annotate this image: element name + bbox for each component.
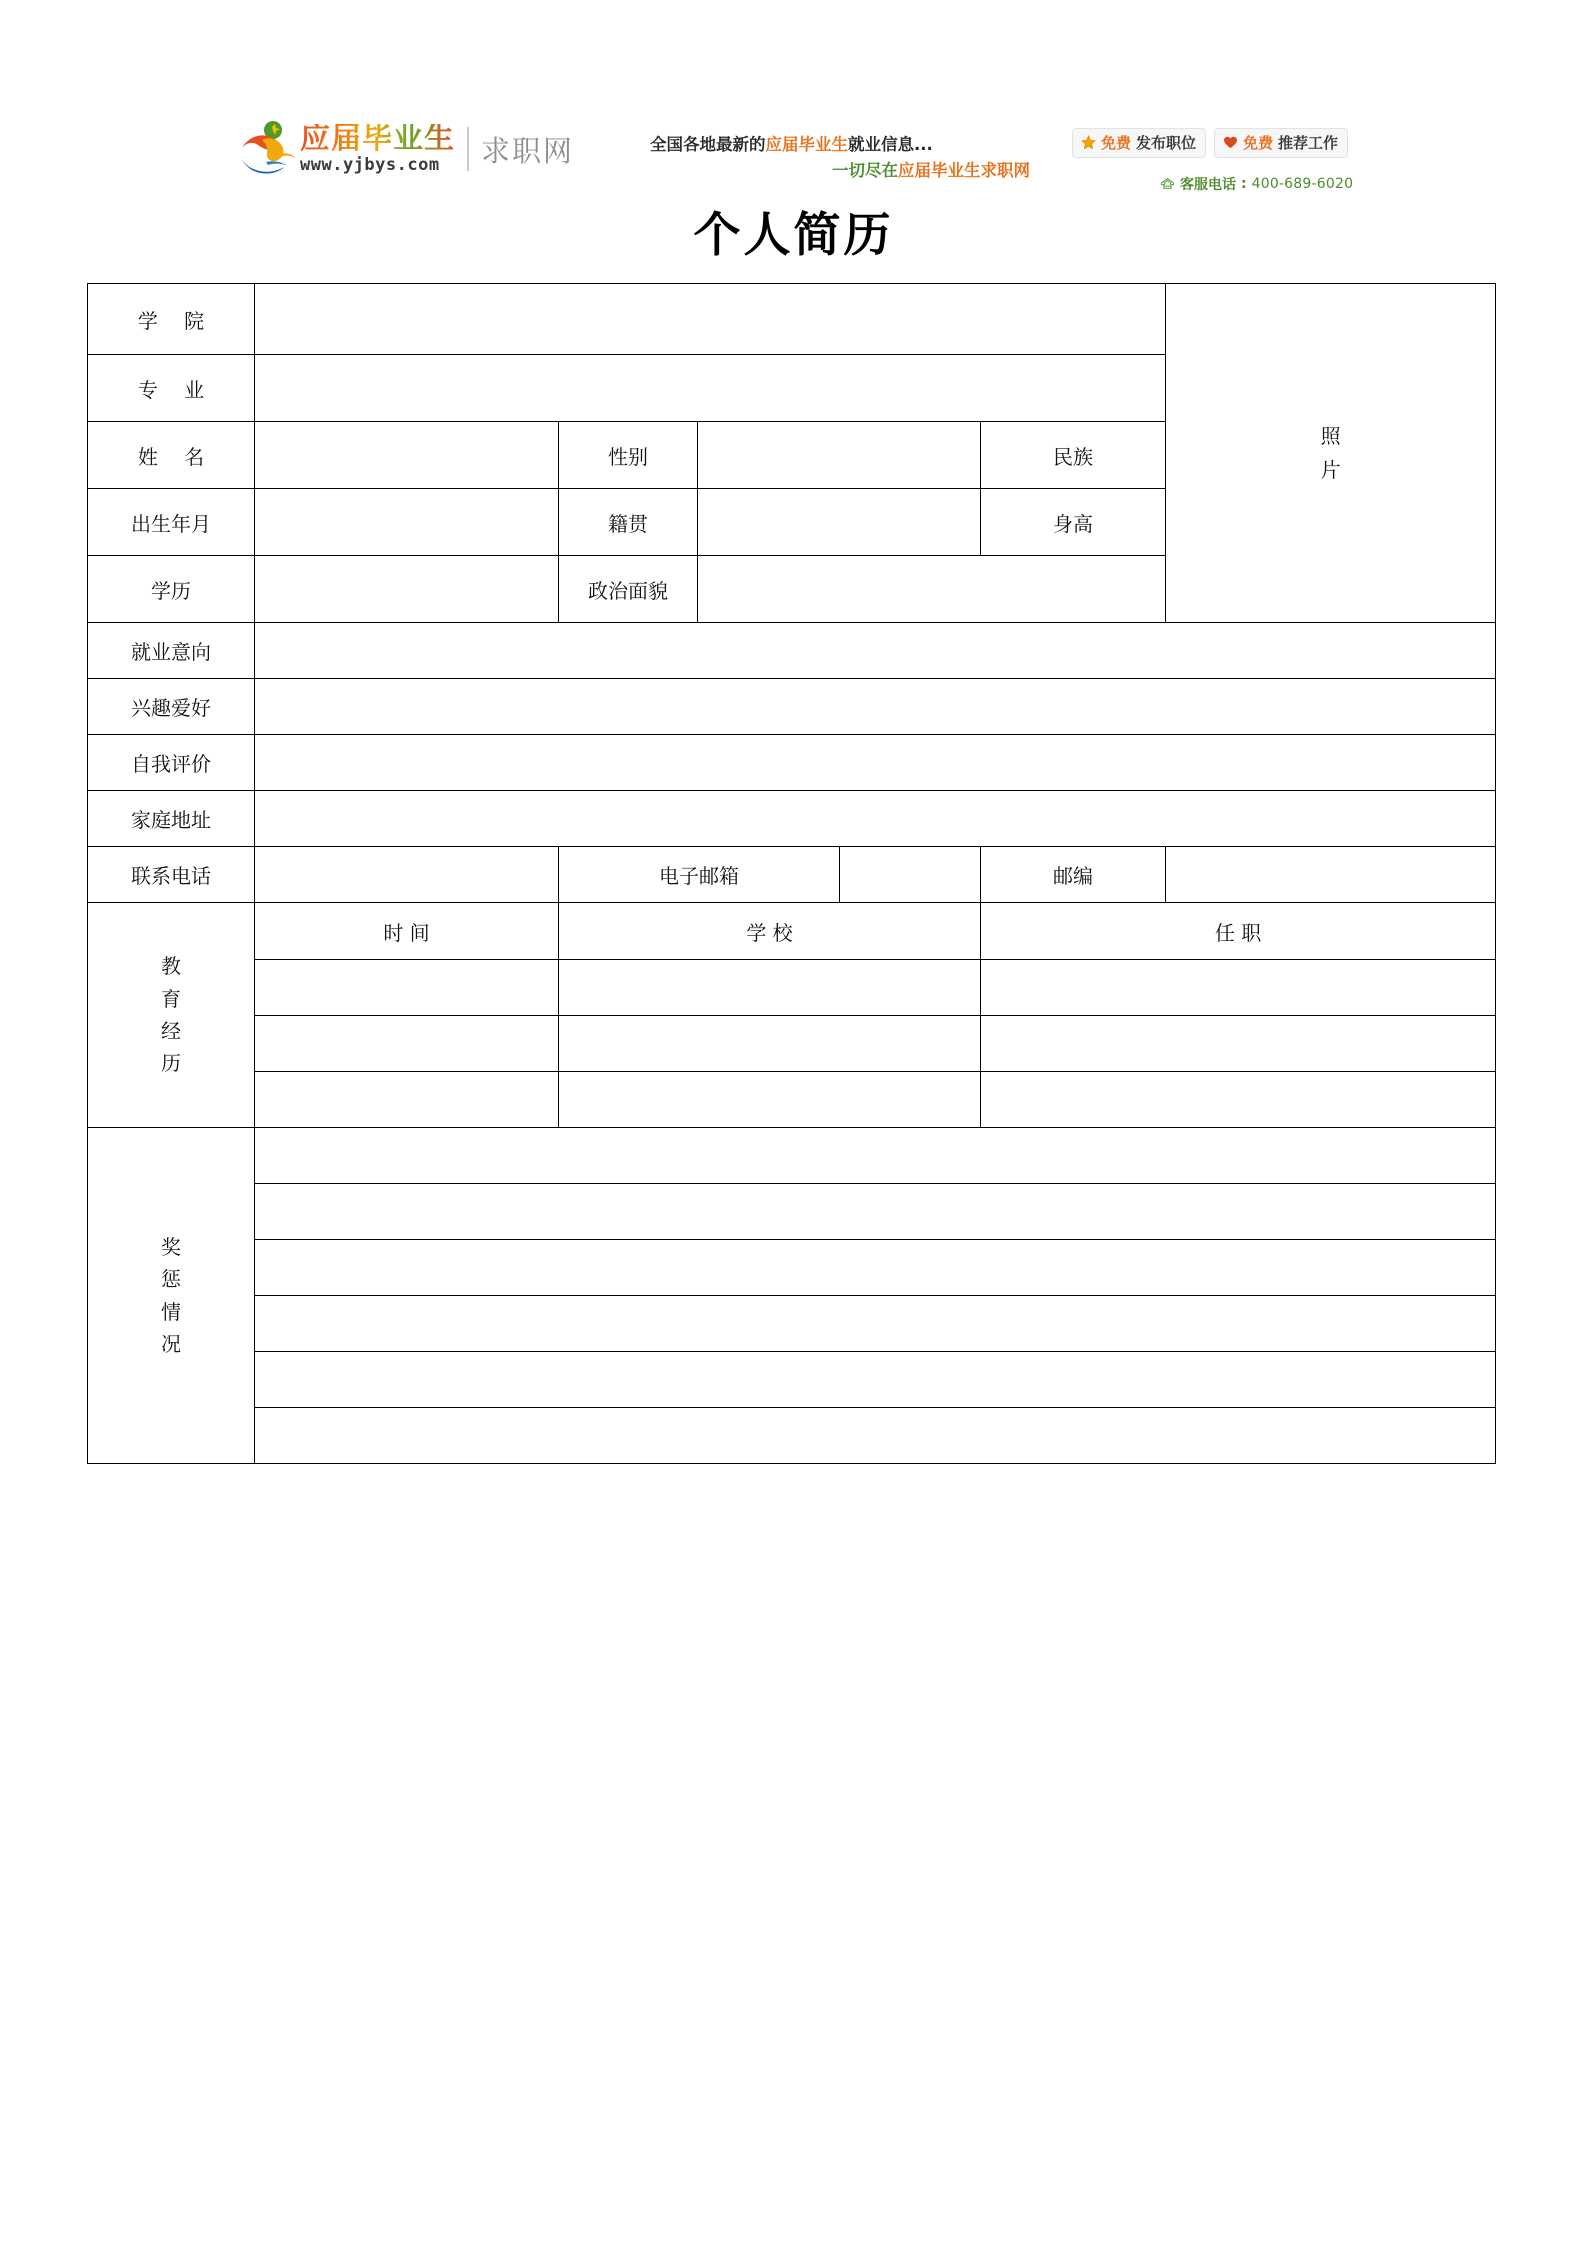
logo-url: www.yjbys.com — [300, 154, 440, 175]
value-college[interactable] — [255, 284, 1166, 355]
tagline-line-1 — [650, 132, 1030, 158]
education-cell-position[interactable] — [981, 1072, 1496, 1128]
awards-cell[interactable] — [255, 1240, 1496, 1296]
customer-service-label: 客服电话 — [1180, 177, 1236, 193]
awards-cell[interactable] — [255, 1296, 1496, 1352]
tagline-line1-highlight: 应届毕业生 — [765, 135, 848, 154]
label-birth-date: 出生年月 — [88, 489, 255, 556]
awards-section-label — [88, 1128, 255, 1464]
header-tagline — [650, 132, 1030, 183]
label-gender: 性别 — [559, 422, 698, 489]
customer-service-line — [1160, 174, 1353, 194]
education-col-position: 任 职 — [981, 903, 1496, 960]
awards-label-char-1: 奖 — [161, 1234, 181, 1259]
photo-label-char-1: 照 — [1320, 423, 1341, 448]
row-contact — [88, 847, 1496, 903]
label-major: 专 业 — [88, 355, 255, 422]
tagline-line2-pre: 一切尽在 — [832, 160, 898, 180]
awards-row — [88, 1352, 1496, 1408]
education-label-char-3: 经 — [161, 1019, 181, 1043]
value-name[interactable] — [255, 422, 559, 489]
awards-row — [88, 1296, 1496, 1352]
yjbys-logo-icon — [236, 118, 298, 180]
logo-divider — [467, 127, 469, 171]
label-hobby: 兴趣爱好 — [88, 679, 255, 735]
label-self-evaluation: 自我评价 — [88, 735, 255, 791]
value-political-status[interactable] — [698, 556, 1166, 623]
row-self-evaluation — [88, 735, 1496, 791]
recommend-job-free-button[interactable] — [1214, 128, 1348, 158]
customer-service-separator: : — [1241, 176, 1247, 192]
recommend-job-free-highlight: 免费 — [1243, 134, 1274, 152]
value-postcode[interactable] — [1166, 847, 1496, 903]
post-job-free-highlight: 免费 — [1101, 134, 1132, 152]
awards-cell[interactable] — [255, 1128, 1496, 1184]
education-cell-position[interactable] — [981, 1016, 1496, 1072]
row-hobby — [88, 679, 1496, 735]
value-degree[interactable] — [255, 556, 559, 623]
education-row — [88, 1072, 1496, 1128]
label-job-intent: 就业意向 — [88, 623, 255, 679]
row-home-address — [88, 791, 1496, 847]
education-cell-time[interactable] — [255, 1016, 559, 1072]
awards-cell[interactable] — [255, 1352, 1496, 1408]
education-row — [88, 960, 1496, 1016]
photo-label-char-2: 片 — [1320, 458, 1341, 482]
star-icon — [1081, 135, 1096, 150]
page-title: 个人简历 — [693, 208, 894, 263]
education-cell-time[interactable] — [255, 960, 559, 1016]
label-home-address: 家庭地址 — [88, 791, 255, 847]
label-political-status: 政治面貌 — [559, 556, 698, 623]
heart-icon — [1223, 135, 1238, 150]
awards-label-char-2: 惩 — [161, 1267, 181, 1292]
value-hometown[interactable] — [698, 489, 981, 556]
label-hometown: 籍贯 — [559, 489, 698, 556]
label-ethnicity: 民族 — [981, 422, 1166, 489]
education-cell-school[interactable] — [559, 1072, 981, 1128]
label-postcode: 邮编 — [981, 847, 1166, 903]
value-phone[interactable] — [255, 847, 559, 903]
education-row — [88, 1016, 1496, 1072]
post-job-free-label: 发布职位 — [1136, 134, 1197, 152]
phone-icon — [1160, 177, 1175, 192]
education-label-char-1: 教 — [161, 954, 181, 979]
label-degree: 学历 — [88, 556, 255, 623]
education-section-label — [88, 903, 255, 1128]
awards-row — [88, 1128, 1496, 1184]
education-col-time: 时 间 — [255, 903, 559, 960]
awards-row — [88, 1184, 1496, 1240]
customer-service-number[interactable]: 400-689-6020 — [1251, 176, 1354, 192]
value-job-intent[interactable] — [255, 623, 1496, 679]
education-header-row — [88, 903, 1496, 960]
post-job-free-button[interactable] — [1072, 128, 1206, 158]
value-home-address[interactable] — [255, 791, 1496, 847]
photo-placeholder[interactable] — [1166, 284, 1496, 623]
value-birth-date[interactable] — [255, 489, 559, 556]
awards-cell[interactable] — [255, 1408, 1496, 1464]
row-college — [88, 284, 1496, 355]
label-email: 电子邮箱 — [559, 847, 840, 903]
value-email[interactable] — [840, 847, 981, 903]
header-promo-buttons — [1072, 128, 1348, 158]
site-logo[interactable] — [236, 118, 574, 180]
logo-brand-cn: 应届毕业生 — [300, 120, 455, 156]
education-cell-time[interactable] — [255, 1072, 559, 1128]
label-phone: 联系电话 — [88, 847, 255, 903]
education-cell-school[interactable] — [559, 1016, 981, 1072]
label-college: 学 院 — [88, 284, 255, 355]
tagline-line1-pre: 全国各地最新的 — [650, 135, 766, 154]
logo-sub-brand: 求职网 — [481, 133, 575, 168]
logo-text — [300, 120, 455, 175]
tagline-line-2 — [650, 158, 1030, 184]
resume-table — [87, 283, 1496, 1464]
value-major[interactable] — [255, 355, 1166, 422]
education-cell-position[interactable] — [981, 960, 1496, 1016]
education-col-school: 学 校 — [559, 903, 981, 960]
recommend-job-free-label: 推荐工作 — [1278, 134, 1339, 152]
label-name: 姓 名 — [88, 422, 255, 489]
education-label-char-4: 历 — [161, 1051, 181, 1076]
label-height: 身高 — [981, 489, 1166, 556]
tagline-line2-highlight: 应届毕业生求职网 — [898, 160, 1030, 180]
education-label-char-2: 育 — [161, 986, 181, 1011]
tagline-line1-post: 就业信息... — [848, 135, 933, 154]
awards-row — [88, 1408, 1496, 1464]
value-gender[interactable] — [698, 422, 981, 489]
row-job-intent — [88, 623, 1496, 679]
awards-label-char-4: 况 — [161, 1331, 181, 1356]
awards-row — [88, 1240, 1496, 1296]
value-hobby[interactable] — [255, 679, 1496, 735]
value-self-evaluation[interactable] — [255, 735, 1496, 791]
awards-label-char-3: 情 — [161, 1299, 181, 1324]
awards-cell[interactable] — [255, 1184, 1496, 1240]
education-cell-school[interactable] — [559, 960, 981, 1016]
